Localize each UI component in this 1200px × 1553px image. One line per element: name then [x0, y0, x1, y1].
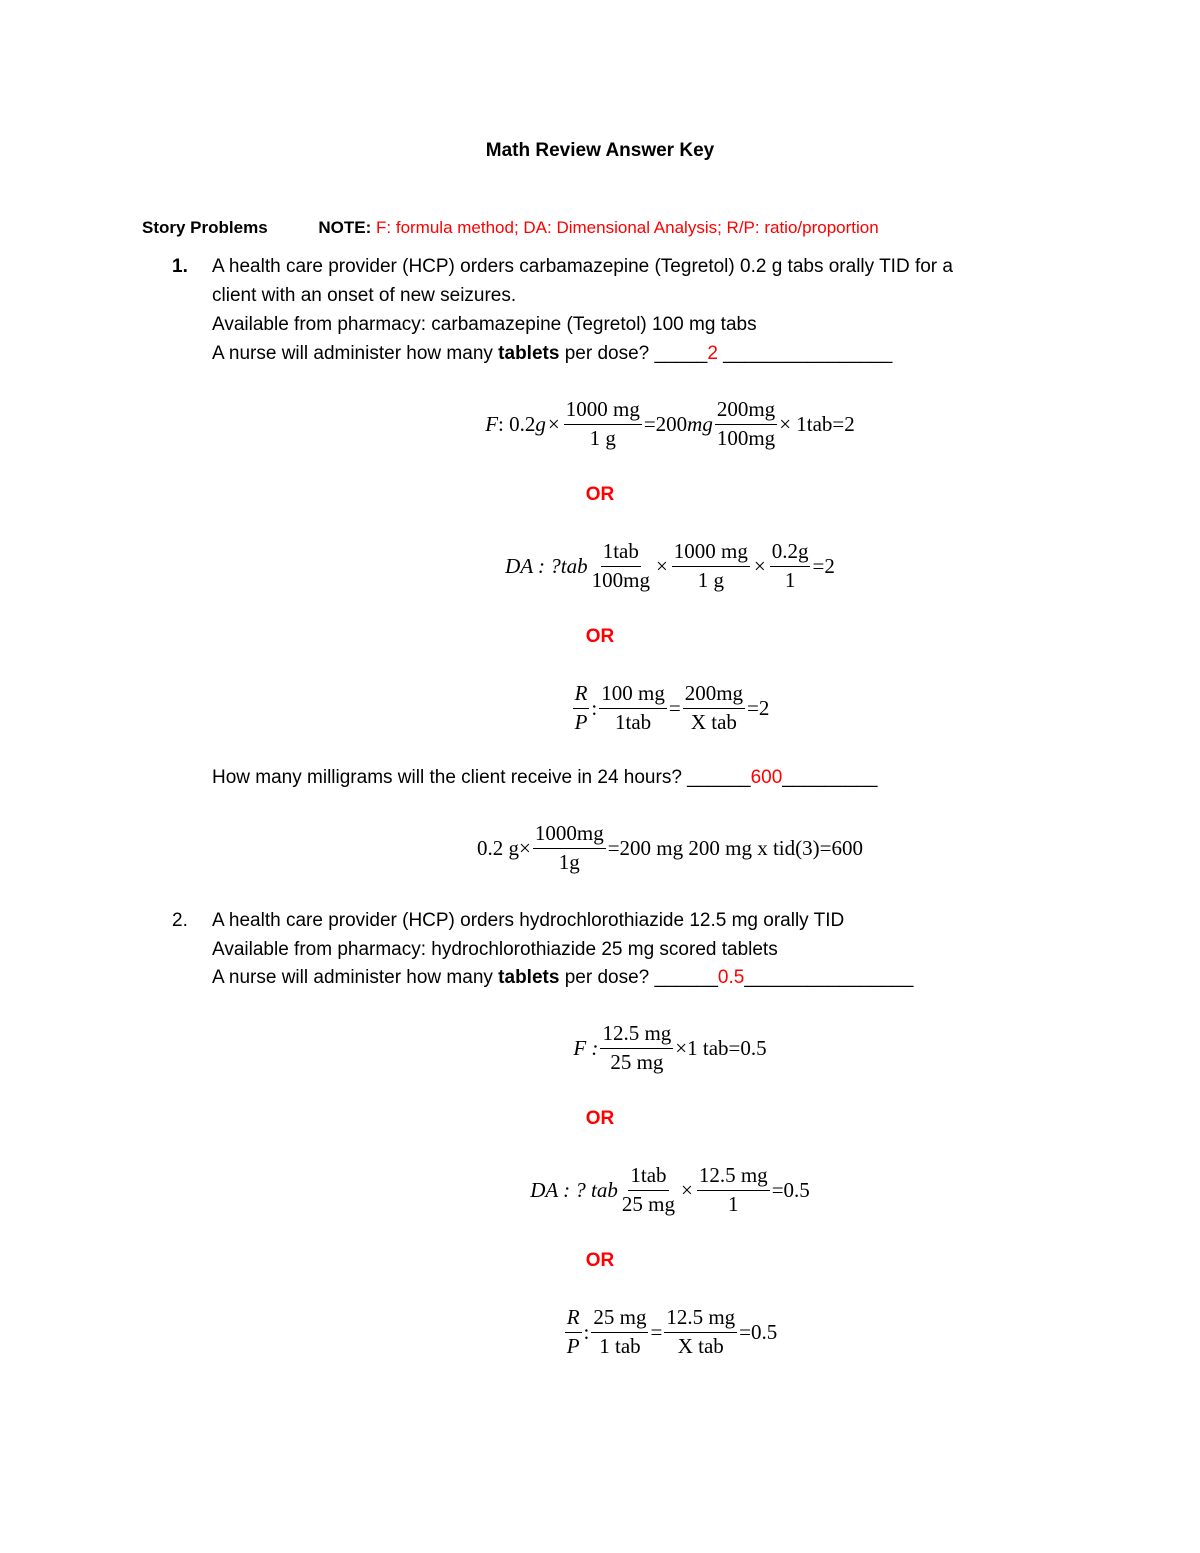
- fraction: [697, 1164, 770, 1215]
- fraction: [564, 398, 642, 449]
- note-text: F: formula method; DA: Dimensional Analysis; R/P: ratio/proportion: [376, 218, 879, 237]
- numerator: R: [573, 682, 590, 708]
- problem-1-line-3: Available from pharmacy: carbamazepine (Tegretol) 100 mg tabs: [212, 314, 757, 335]
- eq-text: g: [535, 411, 546, 436]
- q-blank-tail: _________: [782, 767, 878, 788]
- denominator: 100mg: [591, 567, 650, 592]
- fraction: [770, 540, 811, 591]
- eq-text: =2: [747, 695, 770, 720]
- problem-1-number: 1.: [172, 256, 188, 277]
- times-sign: ×: [547, 411, 560, 436]
- numerator: 100 mg: [599, 682, 667, 708]
- p2-da-equation: [0, 1162, 1200, 1218]
- fraction: [591, 1306, 648, 1357]
- denominator: 1: [728, 1191, 739, 1216]
- eq-text: :: [583, 1319, 590, 1344]
- problem-1-question-24h: [212, 767, 877, 789]
- eq-text: =0.5: [739, 1319, 778, 1344]
- fraction: [565, 1306, 582, 1357]
- q-blank: per dose? _____: [559, 343, 708, 364]
- problem-2-line-2: Available from pharmacy: hydrochlorothiazide 25 mg scored tablets: [212, 939, 778, 960]
- eq-text: F :: [573, 1035, 599, 1060]
- eq-text: DA : ?tab: [505, 553, 588, 578]
- p2-formula-equation: [0, 1020, 1200, 1076]
- fraction: [573, 682, 590, 733]
- p1-formula-equation: [0, 396, 1200, 452]
- page-title: Math Review Answer Key: [485, 140, 715, 161]
- denominator: 1 g: [697, 567, 724, 592]
- problem-1-question: [212, 343, 892, 365]
- fraction: [600, 1022, 673, 1073]
- times-sign: ×: [753, 553, 766, 578]
- eq-text: =2: [812, 553, 835, 578]
- q-text: A nurse will administer how many: [212, 343, 499, 364]
- eq-text: × 1tab=2: [779, 411, 855, 436]
- denominator: 1 g: [589, 425, 616, 450]
- answer-2: 0.5: [717, 967, 745, 988]
- eq-text: ×1 tab=0.5: [675, 1035, 767, 1060]
- times-sign: ×: [681, 1177, 693, 1202]
- problem-2-number: 2.: [172, 910, 188, 931]
- q-text: How many milligrams will the client receive in 24 hours? ______: [212, 767, 751, 788]
- q-bold: tablets: [498, 967, 560, 988]
- q-bold: tablets: [498, 343, 560, 364]
- eq-text: =200 mg 200 mg x tid(3)=600: [607, 835, 863, 860]
- numerator: 1000 mg: [672, 540, 750, 566]
- denominator: X tab: [677, 1333, 724, 1358]
- eq-text: =0.5: [771, 1177, 810, 1202]
- p2-rp-equation: [0, 1304, 1200, 1360]
- problem-2-line-1: A health care provider (HCP) orders hydrochlorothiazide 12.5 mg orally TID: [212, 910, 845, 931]
- times-sign: ×: [655, 553, 668, 578]
- q-blank: per dose? ______: [559, 967, 718, 988]
- eq-text: 0.2 g×: [477, 835, 531, 860]
- fraction: [620, 1164, 677, 1215]
- numerator: 12.5 mg: [664, 1306, 737, 1332]
- p1-rp-equation: [0, 680, 1200, 736]
- or-label: OR: [585, 484, 615, 505]
- eq-text: =200: [643, 411, 688, 436]
- numerator: 1tab: [628, 1164, 668, 1190]
- numerator: 0.2g: [770, 540, 811, 566]
- note-label: NOTE:: [318, 218, 372, 237]
- or-label: OR: [585, 626, 615, 647]
- p1-24h-equation: [0, 820, 1200, 876]
- section-header: [142, 218, 879, 238]
- denominator: 1tab: [614, 709, 652, 734]
- fraction: [715, 398, 777, 449]
- denominator: 25 mg: [621, 1191, 675, 1216]
- eq-text: =: [650, 1319, 663, 1344]
- denominator: P: [574, 709, 588, 734]
- or-label: OR: [585, 1108, 615, 1129]
- eq-text: : 0.2: [498, 411, 536, 436]
- fraction: [599, 682, 667, 733]
- answer-1b: 600: [750, 767, 783, 788]
- problem-1-line-1: A health care provider (HCP) orders carbamazepine (Tegretol) 0.2 g tabs orally TID for a: [212, 256, 953, 277]
- numerator: 1tab: [601, 540, 641, 566]
- denominator: 1g: [558, 849, 580, 874]
- fraction: [683, 682, 745, 733]
- problem-1-line-2: client with an onset of new seizures.: [212, 285, 517, 306]
- denominator: 1: [784, 567, 796, 592]
- numerator: 12.5 mg: [600, 1022, 673, 1048]
- numerator: 200mg: [683, 682, 745, 708]
- eq-text: :: [591, 695, 598, 720]
- section-label: Story Problems: [142, 218, 268, 237]
- answer-1: 2: [707, 343, 718, 364]
- q-blank-tail: ________________: [744, 967, 914, 988]
- numerator: 12.5 mg: [697, 1164, 770, 1190]
- numerator: 25 mg: [591, 1306, 648, 1332]
- denominator: 100mg: [716, 425, 776, 450]
- p1-da-equation: [0, 538, 1200, 594]
- eq-text: =: [668, 695, 681, 720]
- numerator: R: [565, 1306, 582, 1332]
- fraction: [590, 540, 652, 591]
- denominator: P: [566, 1333, 580, 1358]
- numerator: 1000 mg: [564, 398, 642, 424]
- eq-text: DA : ? tab: [530, 1177, 618, 1202]
- denominator: 25 mg: [610, 1049, 664, 1074]
- q-blank-tail: ________________: [717, 343, 893, 364]
- eq-text: mg: [687, 411, 713, 436]
- problem-2-question: [212, 967, 913, 989]
- denominator: 1 tab: [599, 1333, 641, 1358]
- numerator: 200mg: [715, 398, 777, 424]
- fraction: [664, 1306, 737, 1357]
- q-text: A nurse will administer how many: [212, 967, 499, 988]
- denominator: X tab: [690, 709, 737, 734]
- fraction: [533, 822, 606, 873]
- fraction: [672, 540, 750, 591]
- or-label: OR: [585, 1250, 615, 1271]
- eq-text: F: [485, 411, 499, 436]
- numerator: 1000mg: [533, 822, 606, 848]
